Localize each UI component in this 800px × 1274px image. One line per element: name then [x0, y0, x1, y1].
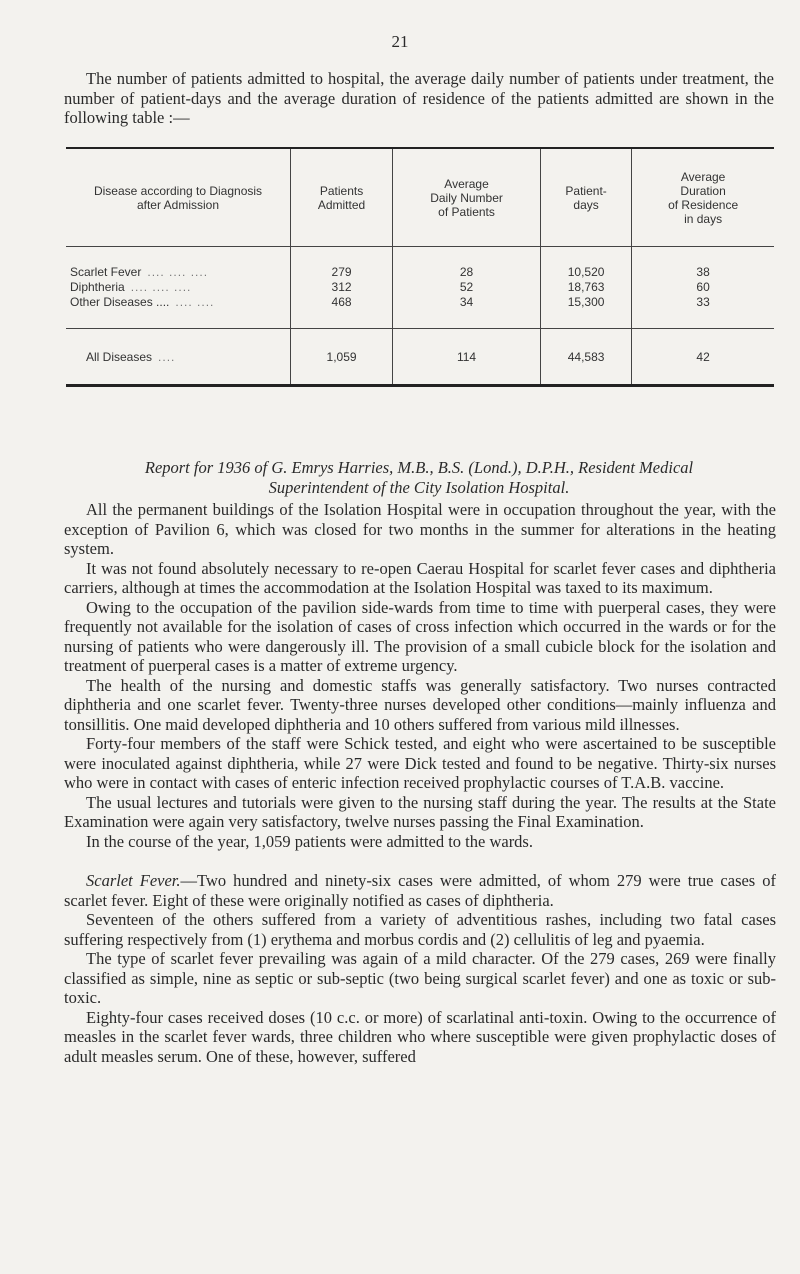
- row-patient-days: 15,300: [541, 295, 632, 329]
- total-disease: All Diseases ....: [66, 329, 291, 386]
- row-duration: 38: [632, 247, 774, 281]
- total-patient-days: 44,583: [541, 329, 632, 386]
- paragraph: The health of the nursing and domestic staffs was generally satisfactory. Two nurses contracted diphtheria and one scarlet fever. Twenty-three nurses developed other conditions—mainly influenza and tonsillitis. One maid developed diphtheria and 10 others suffered from various mild illnesses.: [64, 675, 776, 734]
- paragraph: Seventeen of the others suffered from a variety of adventitious rashes, including two fatal cases suffering respectively from (1) erythema and morbus cordis and (2) cellulitis of leg and pyaemia.: [64, 910, 776, 949]
- row-admitted: 279: [291, 247, 393, 281]
- report-body: [64, 500, 776, 1066]
- paragraph: Owing to the occupation of the pavilion side-wards from time to time with puerperal cases, they were frequently not available for the isolation of cases of cross infection which occurred in the wards or for the nursing of patients who were dangerously ill. The provision of a small cubicle block for the isolation and treatment of puerperal cases is a matter of extreme urgency.: [64, 597, 776, 675]
- row-daily: 34: [393, 295, 541, 329]
- row-duration: 60: [632, 280, 774, 295]
- page-number: 21: [391, 32, 409, 51]
- paragraph: The type of scarlet fever prevailing was again of a mild character. Of the 279 cases, 269 were finally classified as simple, nine as septic or sub-septic (two being surgical scarlet fever) and one as toxic or sub-toxic.: [64, 949, 776, 1007]
- header-average-daily-number: Average Daily Number of Patients: [393, 148, 541, 247]
- row-patient-days: 10,520: [541, 247, 632, 281]
- table-header-row: [66, 148, 774, 247]
- table-row: [66, 295, 774, 329]
- paragraph: Forty-four members of the staff were Schick tested, and eight who were ascertained to be susceptible were inoculated against diphtheria, while 27 were Dick tested and found to be negative. Thirty-six nurses who were in contact with cases of enteric infection received prophylactic courses of T.A.B. vaccine.: [64, 734, 776, 792]
- header-patient-days: Patient- days: [541, 148, 632, 247]
- report-heading-line1: Report for 1936 of G. Emrys Harries, M.B., B.S. (Lond.), D.P.H., Resident Medical: [144, 458, 694, 477]
- total-admitted: 1,059: [291, 329, 393, 386]
- header-disease: Disease according to Diagnosis after Admission: [66, 148, 291, 247]
- row-disease: Other Diseases .... .... ....: [70, 295, 215, 309]
- row-daily: 28: [393, 247, 541, 281]
- paragraph: The usual lectures and tutorials were given to the nursing staff during the year. The results at the State Examination were again very satisfactory, twelve nurses passing the Final Examination.: [64, 792, 776, 831]
- report-heading: [64, 458, 774, 498]
- admissions-table: [66, 147, 774, 387]
- paragraph: In the course of the year, 1,059 patients were admitted to the wards.: [86, 831, 533, 851]
- table-row: [66, 247, 774, 281]
- table-total-row: [66, 329, 774, 386]
- header-patients-admitted: Patients Admitted: [291, 148, 393, 247]
- paragraph: Eighty-four cases received doses (10 c.c. or more) of scarlatinal anti-toxin. Owing to the occurrence of measles in the scarlet fever wards, three children who where susceptible were given prophylactic doses of adult measles serum. One of these, however, suffered: [64, 1007, 776, 1066]
- paragraph: It was not found absolutely necessary to re-open Caerau Hospital for scarlet fever cases and diphtheria carriers, although at times the accommodation at the Isolation Hospital was taxed to its maximum.: [64, 558, 776, 597]
- header-average-duration: Average Duration of Residence in days: [632, 148, 774, 247]
- row-duration: 33: [632, 295, 774, 329]
- paragraph: All the permanent buildings of the Isolation Hospital were in occupation throughout the year, with the exception of Pavilion 6, which was closed for two months in the summer for alterations in the heating system.: [64, 500, 776, 558]
- row-disease: Scarlet Fever .... .... ....: [70, 265, 209, 279]
- row-patient-days: 18,763: [541, 280, 632, 295]
- total-duration: 42: [632, 329, 774, 386]
- row-daily: 52: [393, 280, 541, 295]
- row-admitted: 468: [291, 295, 393, 329]
- report-heading-line2: Superintendent of the City Isolation Hospital.: [268, 478, 570, 497]
- total-daily: 114: [393, 329, 541, 386]
- table-row: [66, 280, 774, 295]
- row-admitted: 312: [291, 280, 393, 295]
- paragraph-scarlet-fever: Scarlet Fever.—Two hundred and ninety-six cases were admitted, of whom 279 were true cases of scarlet fever. Eight of these were originally notified as cases of diphtheria.: [64, 871, 776, 910]
- intro-paragraph: The number of patients admitted to hospital, the average daily number of patients under treatment, the number of patient-days and the average duration of residence of the patients admitted are shown in the following table :—: [64, 69, 774, 127]
- row-disease: Diphtheria .... .... ....: [70, 280, 192, 294]
- section-title-scarlet-fever: Scarlet Fever.: [86, 871, 181, 890]
